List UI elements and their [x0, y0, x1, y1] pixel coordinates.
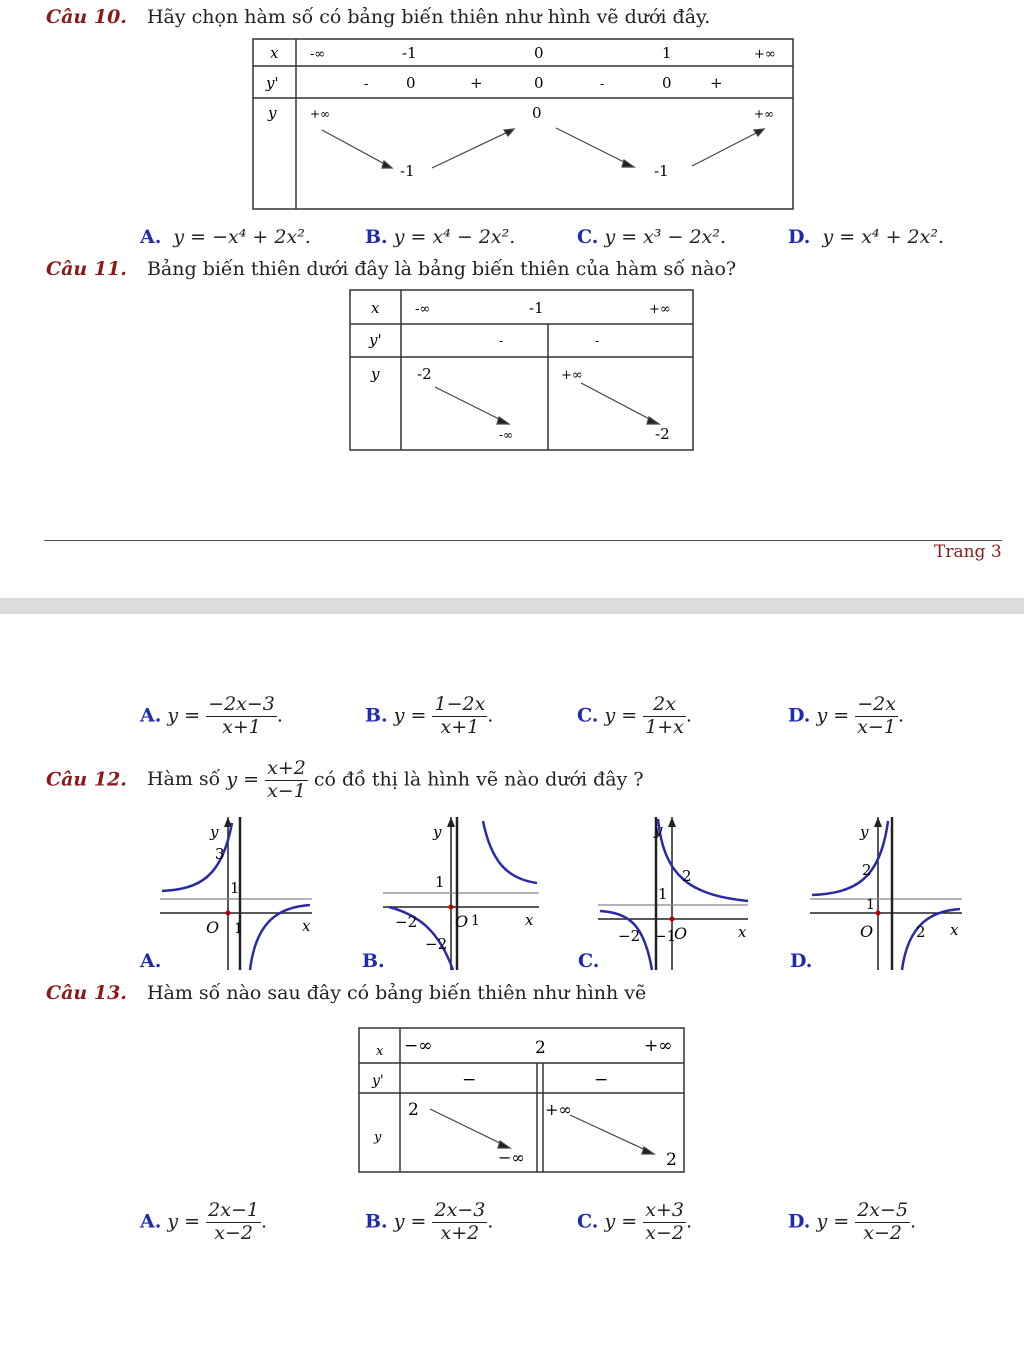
svg-text:−1: −1 — [654, 927, 677, 945]
svg-text:2: 2 — [682, 867, 692, 885]
q10-x-val: +∞ — [754, 47, 776, 62]
svg-text:y: y — [433, 823, 442, 841]
q10-option-b[interactable]: B. y = x⁴ − 2x². — [365, 226, 516, 248]
page-footer: Trang 3 — [934, 542, 1002, 562]
q13-x-val: +∞ — [644, 1036, 673, 1056]
svg-text:1: 1 — [230, 879, 240, 897]
svg-text:1: 1 — [658, 885, 668, 903]
q12-option-b-label: B. — [362, 950, 385, 972]
q10-yp-val: - — [364, 77, 369, 92]
svg-text:x: x — [525, 911, 534, 929]
q11-options — [140, 694, 960, 754]
q13-text: Hàm số nào sau đây có bảng biến thiên như hình vẽ — [146, 982, 647, 1004]
q11-yp-label: y' — [369, 331, 382, 349]
svg-text:O: O — [206, 918, 220, 937]
q13-option-a[interactable]: A. y = $\frac{2x-1}{x-2}$ . — [140, 1199, 268, 1244]
q12-graph-d[interactable] — [810, 815, 965, 973]
svg-text:3: 3 — [215, 845, 225, 863]
q11-y-val: +∞ — [561, 368, 583, 383]
q11-text: Bảng biến thiên dưới đây là bảng biến thiên của hàm số nào? — [146, 258, 737, 280]
q10-yp-val: 0 — [662, 74, 672, 92]
q10-variation-arrows — [322, 128, 764, 168]
q11-yp-val: - — [595, 334, 600, 349]
svg-text:1: 1 — [234, 921, 243, 937]
q10-heading — [46, 6, 710, 28]
svg-text:y: y — [210, 823, 219, 841]
q13-yp-val: − — [462, 1070, 477, 1090]
q11-y-val: -2 — [655, 425, 670, 443]
q11-option-b[interactable]: B. y = $\frac{1-2x}{x+1}$ . — [365, 693, 494, 738]
q11-option-d[interactable]: D. y = $\frac{-2x}{x-1}$ . — [788, 693, 904, 738]
svg-text:x: x — [302, 917, 311, 935]
q12-graph-a[interactable] — [160, 815, 315, 973]
page-divider — [44, 540, 1002, 541]
q10-yp-val: + — [470, 74, 483, 92]
q13-y-val: 2 — [408, 1100, 419, 1120]
q11-yp-val: - — [499, 334, 504, 349]
svg-text:1: 1 — [435, 873, 445, 891]
q12-option-d-label: D. — [790, 950, 813, 972]
q12-label: Câu 12. — [46, 768, 127, 791]
q13-variation-table — [358, 1027, 685, 1173]
q11-option-c[interactable]: C. y = $\frac{2x}{1+x}$ . — [577, 693, 692, 738]
q13-y-label: y — [374, 1130, 382, 1145]
q12-option-c-label: C. — [578, 950, 600, 972]
q13-y-val: 2 — [666, 1150, 677, 1170]
q11-x-val: -1 — [529, 299, 544, 317]
q11-heading — [46, 258, 736, 280]
q10-label: Câu 10. — [46, 6, 127, 28]
svg-text:−2: −2 — [618, 927, 641, 945]
q12-text-before: Hàm số — [146, 768, 221, 791]
q10-option-c[interactable]: C. y = x³ − 2x². — [577, 226, 726, 248]
q10-yp-val: + — [710, 74, 723, 92]
q13-variation-arrows — [430, 1109, 654, 1154]
q10-yp-val: 0 — [406, 74, 416, 92]
q11-variation-arrows — [435, 383, 659, 424]
q10-x-val: 0 — [534, 44, 544, 62]
svg-text:O: O — [674, 924, 688, 943]
q10-y-val: -1 — [654, 162, 669, 180]
q11-y-val: -2 — [417, 365, 432, 383]
svg-text:x: x — [950, 921, 959, 939]
svg-text:2: 2 — [916, 923, 926, 941]
q10-x-val: -∞ — [310, 47, 326, 62]
q11-label: Câu 11. — [46, 258, 127, 280]
q13-y-val: +∞ — [545, 1100, 572, 1119]
svg-text:2: 2 — [862, 861, 872, 879]
q13-option-c[interactable]: C. y = $\frac{x+3}{x-2}$ . — [577, 1199, 692, 1244]
q10-variation-table — [252, 38, 794, 210]
q13-option-b[interactable]: B. y = $\frac{2x-3}{x+2}$ . — [365, 1199, 494, 1244]
q11-variation-table — [349, 289, 694, 451]
q11-x-val: +∞ — [649, 302, 671, 317]
q11-option-a[interactable]: A. y = $\frac{-2x-3}{x+1}$ . — [140, 693, 283, 738]
q10-text: Hãy chọn hàm số có bảng biến thiên như hình vẽ dưới đây. — [146, 6, 711, 28]
q12-graph-c[interactable] — [598, 815, 750, 973]
page-break-band — [0, 598, 1024, 614]
q13-y-val: −∞ — [498, 1148, 525, 1167]
q12-option-a-label: A. — [140, 950, 162, 972]
q13-option-d[interactable]: D. y = $\frac{2x-5}{x-2}$ . — [788, 1199, 917, 1244]
q12-heading — [46, 758, 644, 803]
q13-x-label: x — [376, 1044, 384, 1059]
svg-text:y: y — [654, 821, 663, 839]
q12-function: $\frac{x+2}{x-1}$ — [267, 757, 306, 802]
svg-text:x: x — [738, 923, 747, 941]
svg-text:1: 1 — [471, 913, 480, 929]
q10-y-val: +∞ — [754, 107, 775, 121]
svg-text:1: 1 — [866, 897, 875, 913]
svg-text:−2: −2 — [425, 935, 448, 953]
q13-yp-label: y' — [372, 1073, 384, 1089]
q13-options — [140, 1200, 960, 1260]
q10-option-a[interactable]: A. y = −x⁴ + 2x². — [140, 226, 311, 248]
svg-text:−2: −2 — [395, 913, 418, 931]
q11-x-label: x — [371, 299, 380, 317]
q10-yp-val: 0 — [534, 74, 544, 92]
svg-text:O: O — [860, 922, 874, 941]
q10-option-d[interactable]: D. y = x⁴ + 2x². — [788, 226, 944, 248]
q10-x-val: 1 — [662, 44, 672, 62]
q12-lhs: y = — [226, 768, 260, 791]
q10-y-label: y — [268, 104, 277, 122]
svg-text:O: O — [455, 912, 469, 931]
q10-y-val: 0 — [532, 104, 542, 122]
q11-y-val: -∞ — [499, 428, 514, 442]
q13-yp-val: − — [594, 1070, 609, 1090]
q10-y-val: +∞ — [310, 107, 331, 121]
q11-y-label: y — [371, 365, 380, 383]
q13-x-val: 2 — [535, 1038, 546, 1058]
q13-x-val: −∞ — [404, 1036, 433, 1056]
q10-yp-label: y' — [266, 74, 279, 92]
q11-x-val: -∞ — [415, 302, 431, 317]
q12-text-after: có đồ thị là hình vẽ nào dưới đây ? — [313, 768, 644, 791]
q13-label: Câu 13. — [46, 982, 127, 1004]
q12-graph-b[interactable] — [383, 815, 541, 973]
svg-text:y: y — [860, 823, 869, 841]
q10-x-label: x — [270, 44, 279, 62]
q10-x-val: -1 — [402, 44, 417, 62]
q10-yp-val: - — [600, 77, 605, 92]
q10-y-val: -1 — [400, 162, 415, 180]
q13-heading — [46, 982, 646, 1004]
